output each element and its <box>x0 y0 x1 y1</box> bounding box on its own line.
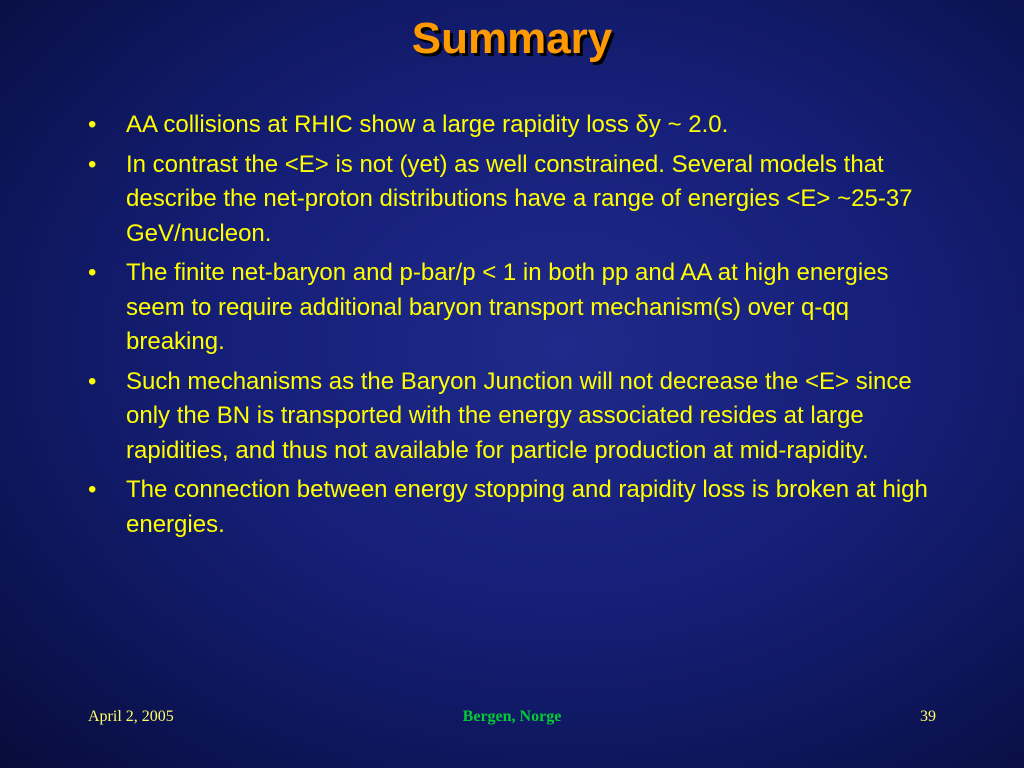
bullet-marker: • <box>88 476 97 503</box>
bullet-marker: • <box>88 111 97 138</box>
bullet-marker: • <box>88 259 97 286</box>
bullet-text: In contrast the <E> is not (yet) as well constrained. Several models that describe the net-proton distributions have a range of energies <E> ~25-37 GeV/nucleon. <box>126 150 913 247</box>
bullet-list <box>88 108 938 547</box>
bullet-text: Such mechanisms as the Baryon Junction will not decrease the <E> since only the BN is transported with the energy associated resides at large rapidities, and thus not available for particle production at mid-rapidity. <box>126 367 912 464</box>
bullet-marker: • <box>88 367 97 395</box>
bullet-item <box>88 108 938 143</box>
bullet-text: AA collisions at RHIC show a large rapidity loss δy ~ 2.0. <box>126 111 729 138</box>
bullet-text: The connection between energy stopping and rapidity loss is broken at high energies. <box>126 476 928 538</box>
footer-location: Bergen, Norge <box>462 708 562 725</box>
slide-title: Summary <box>411 14 613 63</box>
bullet-marker: • <box>88 150 97 178</box>
bullet-item <box>88 256 938 360</box>
bullet-text: The finite net-baryon and p-bar/p < 1 in both pp and AA at high energies seem to require additional baryon transport mechanism(s) over q-qq breaking. <box>126 259 889 355</box>
footer-date: April 2, 2005 <box>88 708 174 725</box>
bullet-item <box>88 473 938 542</box>
footer-page-number: 39 <box>920 708 936 725</box>
bullet-item <box>88 365 938 469</box>
bullet-item <box>88 148 938 252</box>
